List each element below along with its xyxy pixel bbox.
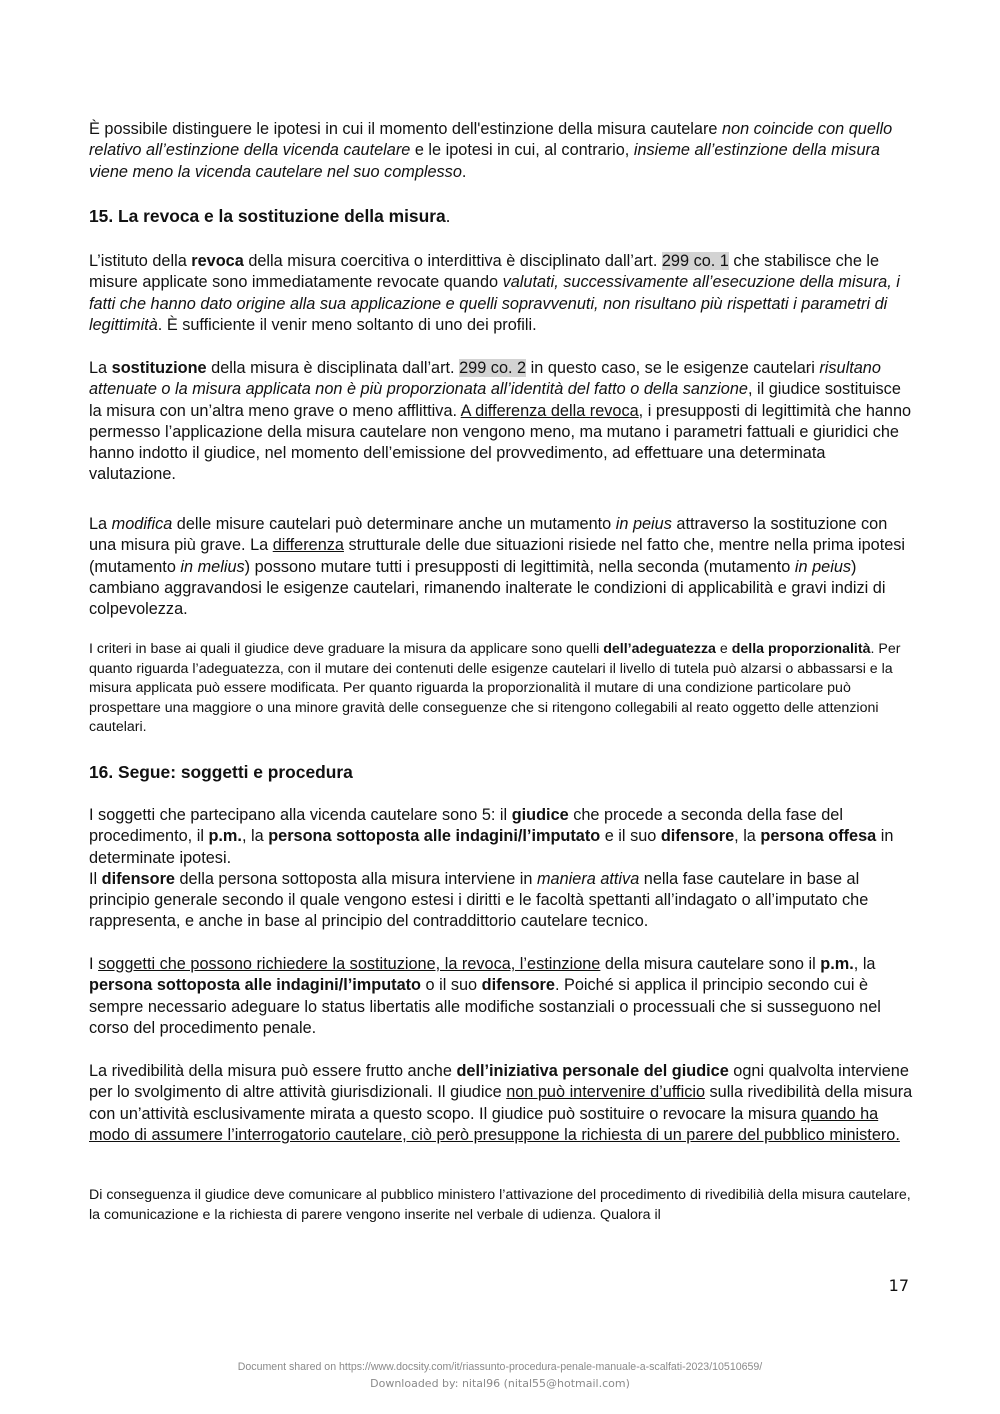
text: e bbox=[715, 641, 732, 657]
text: , i presupposti di legittimità che hanno permesso l’applicazione della misura cautelare non vengono meno, ma mutano i parametri fattuali e giuridici che hanno indotto il giudice, nel momento dell’emissione del provvedimento, ad effettuare una determinata valutazione. bbox=[89, 401, 912, 484]
bold-text: revoca bbox=[191, 252, 244, 270]
underlined-text: quando ha modo di assumere l’interrogatorio cautelare, ciò però presuppone la richiesta di un parere del pubblico ministero. bbox=[89, 1104, 900, 1144]
article-reference-highlight: 299 co. 1 bbox=[661, 252, 729, 270]
italic-text: maniera attiva bbox=[536, 869, 640, 888]
text: e le ipotesi in cui, al contrario, bbox=[410, 141, 634, 160]
text: I criteri in base ai quali il giudice deve graduare la misura da applicare sono quelli bbox=[89, 641, 604, 657]
text: La rivedibilità della misura può essere frutto anche bbox=[89, 1062, 457, 1080]
text: , la bbox=[734, 827, 761, 846]
footer-downloaded-by: Downloaded by: nital96 (nital55@hotmail.com) bbox=[370, 1377, 630, 1390]
text: , la bbox=[241, 827, 269, 846]
italic-text: modifica bbox=[111, 515, 173, 533]
italic-text: non coincide con quello relativo all’estinzione della vicenda cautelare bbox=[89, 120, 893, 160]
underlined-text: non può intervenire d’ufficio bbox=[506, 1083, 706, 1102]
bold-text: difensore bbox=[101, 869, 175, 888]
text: L’istituto della bbox=[89, 252, 192, 270]
bold-text: dell’iniziativa personale del giudice bbox=[456, 1062, 729, 1080]
bold-text: giudice bbox=[511, 806, 569, 824]
text: . Poiché si applica il principio secondo cui è sempre necessario adeguare lo status libertatis alle modifiche sostanziali o processuali che si susseguono nel corso del procedimento penale. bbox=[89, 976, 881, 1037]
text: in determinate ipotesi. bbox=[89, 827, 894, 867]
underlined-text: differenza bbox=[272, 536, 344, 555]
text: della misura coercitiva o interdittiva è disciplinato dall’art. bbox=[243, 252, 662, 270]
text: La bbox=[89, 515, 112, 533]
paragraph-criteri bbox=[89, 640, 915, 738]
text: Di conseguenza il giudice deve comunicare al pubblico ministero l’attivazione del procedimento di rivedibilià della misura cautelare, la comunicazione e la richiesta di parere vengono inserite nel verbale di udienza. Qualora il bbox=[89, 1187, 911, 1223]
text: ) possono mutare tutti i presupposti di legittimità, nella seconda (mutamento bbox=[244, 557, 795, 576]
text: sulla rivedibilità della misura con un’attività esclusivamente mirata a questo scopo. Il giudice può sostituire o revocare la misura bbox=[89, 1083, 913, 1123]
text: La bbox=[89, 359, 112, 377]
text: e il suo bbox=[600, 827, 661, 846]
text: I soggetti che partecipano alla vicenda cautelare sono 5: il bbox=[89, 806, 512, 824]
text: delle misure cautelari può determinare anche un mutamento bbox=[172, 515, 616, 533]
italic-text: in peius bbox=[615, 515, 672, 533]
text: Il bbox=[89, 869, 102, 888]
bold-text: persona sottoposta alle indagini/l’imputato bbox=[268, 827, 601, 846]
underlined-text: A differenza della revoca bbox=[460, 401, 639, 420]
text: . bbox=[461, 162, 467, 181]
bold-text: difensore bbox=[481, 976, 555, 995]
article-reference-highlight: 299 co. 2 bbox=[459, 359, 527, 377]
text: , il giudice sostituisce la misura con un’altra meno grave o meno afflittiva. bbox=[89, 380, 901, 420]
text: nella fase cautelare in base al principio generale secondo il quale vengono estesi i diritti e le facoltà spettanti all’indagato o all’imputato che rappresenta, e anche in base al principio del contraddittorio cautelare tecnico. bbox=[89, 869, 869, 931]
heading-text: 16. Segue: soggetti e procedura bbox=[89, 762, 353, 782]
paragraph-richiesta bbox=[89, 954, 915, 1039]
text: . Per quanto riguarda l’adeguatezza, con il mutare dei contenuti delle esigenze cautelari il livello di tutela può alzarsi o abbassarsi e la misura applicata può essere modificata. Per quanto riguarda la proporzionalità il mutare di una condizione particolare può prospettare una maggiore o una minore gravità delle conseguenze che si ritengono collegabili al reato oggetto delle attenzioni cautelari. bbox=[89, 641, 901, 736]
footer-shared-link: Document shared on https://www.docsity.com/it/riassunto-procedura-penale-manuale-a-scalfati-2023/10510659/ bbox=[237, 1361, 763, 1373]
paragraph-soggetti bbox=[89, 805, 915, 933]
paragraph-sostituzione bbox=[89, 358, 915, 486]
italic-text: valutati, successivamente all’esecuzione della misura, i fatti che hanno dato origine alla sua applicazione e quelli sopravvenuti, non risultano più rispettati i parametri di legittimità bbox=[89, 273, 900, 334]
paragraph-rivedibilita bbox=[89, 1061, 915, 1146]
paragraph-conseguenza bbox=[89, 1186, 915, 1225]
section-heading-15 bbox=[89, 206, 451, 227]
text: I bbox=[89, 955, 99, 973]
heading-dot: . bbox=[445, 206, 451, 226]
heading-text: 15. La revoca e la sostituzione della misura bbox=[89, 206, 446, 226]
paragraph-estinzione bbox=[89, 119, 915, 183]
bold-text: sostituzione bbox=[111, 359, 207, 377]
italic-text: risultano attenuate o la misura applicata non è più proporzionata all’identità del fatto o della sanzione bbox=[89, 359, 881, 399]
italic-text: in melius bbox=[180, 557, 245, 576]
bold-text: persona sottoposta alle indagini/l’imputato bbox=[89, 976, 421, 995]
text: o il suo bbox=[421, 976, 482, 995]
paragraph-revoca bbox=[89, 251, 915, 336]
bold-text: p.m. bbox=[208, 827, 242, 846]
underlined-text: soggetti che possono richiedere la sostituzione, la revoca, l’estinzione bbox=[98, 955, 601, 973]
text: attraverso la sostituzione con una misura più grave. La bbox=[89, 515, 888, 555]
text: che procede a seconda della fase del procedimento, il bbox=[89, 806, 843, 846]
bold-text: p.m. bbox=[820, 955, 854, 973]
italic-text: insieme all’estinzione della misura viene meno la vicenda cautelare nel suo complesso bbox=[89, 141, 880, 181]
text: . È sufficiente il venir meno soltanto di uno dei profili. bbox=[157, 315, 537, 334]
page-number: 17 bbox=[888, 1276, 909, 1295]
text: della persona sottoposta alla misura interviene in bbox=[174, 869, 537, 888]
bold-text: persona offesa bbox=[760, 827, 877, 846]
text: strutturale delle due situazioni risiede nel fatto che, mentre nella prima ipotesi (mutamento bbox=[89, 536, 906, 576]
bold-text: difensore bbox=[660, 827, 735, 846]
bold-text: della proporzionalità bbox=[731, 641, 871, 657]
text: È possibile distinguere le ipotesi in cui il momento dell'estinzione della misura cautelare bbox=[89, 120, 722, 138]
text: ) cambiano aggravandosi le esigenze cautelari, rimanendo inalterate le condizioni di applicabilità e gravi indizi di colpevolezza. bbox=[89, 557, 886, 619]
text: , la bbox=[853, 955, 876, 973]
paragraph-modifica bbox=[89, 514, 915, 620]
text: in questo caso, se le esigenze cautelari bbox=[526, 359, 820, 377]
text: della misura è disciplinata dall’art. bbox=[206, 359, 460, 377]
text: che stabilisce che le misure applicate sono immediatamente revocate quando bbox=[89, 252, 880, 292]
section-heading-16 bbox=[89, 762, 353, 783]
text: della misura cautelare sono il bbox=[600, 955, 821, 973]
bold-text: dell’adeguatezza bbox=[603, 641, 716, 657]
italic-text: in peius bbox=[794, 557, 852, 576]
text: ogni qualvolta interviene per lo svolgimento di altre attività giurisdizionali. Il giudice bbox=[89, 1062, 909, 1102]
